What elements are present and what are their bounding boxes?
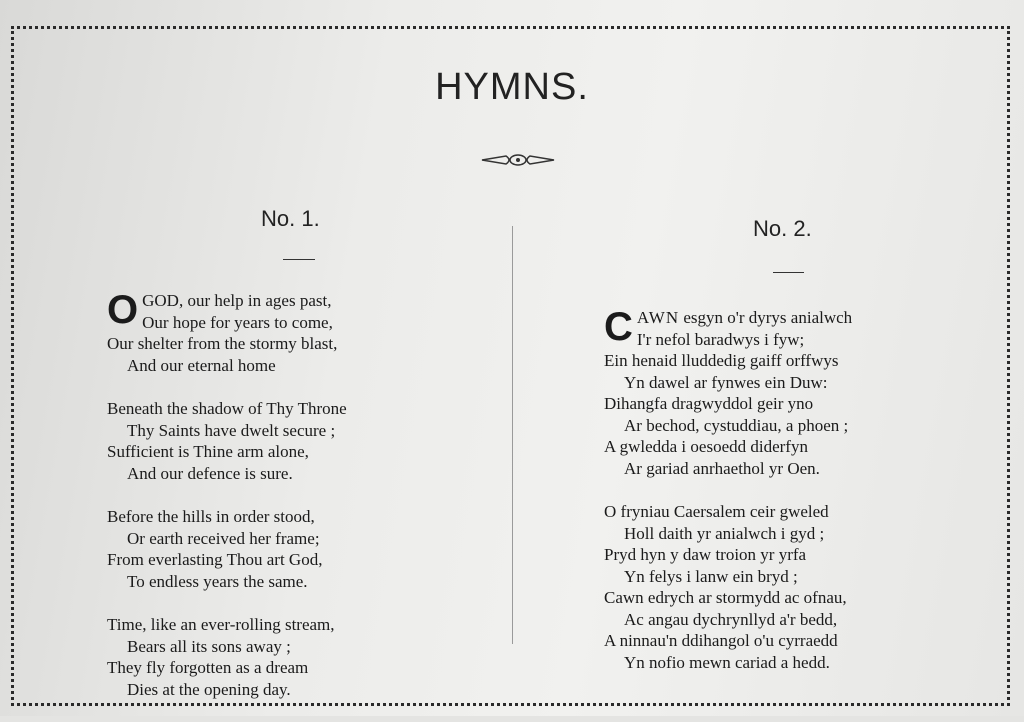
- hymn-1-line: Dies at the opening day.: [127, 679, 291, 699]
- hymn-2-line: I'r nefol baradwys i fyw;: [636, 329, 805, 349]
- hymn-2-line: Ein henaid lluddedig gaiff orffwys: [604, 351, 839, 370]
- hymn-2-number: No. 2.: [753, 216, 812, 241]
- hymn-2-first-rest: esgyn o'r dyrys anialwch: [679, 308, 853, 327]
- page-title: HYMNS.: [435, 66, 589, 108]
- hymn-1-line: Sufficient is Thine arm alone,: [107, 442, 309, 461]
- hymn-1-line: Thy Saints have dwelt secure ;: [127, 420, 336, 440]
- hymn-1-number: No. 1.: [261, 206, 320, 231]
- hymn-2-line: Yn felys i lanw ein bryd ;: [624, 566, 798, 586]
- hymn-2-first-caps: AWN: [636, 308, 680, 327]
- hymn-1-line: Bears all its sons away ;: [127, 636, 291, 656]
- hymn-1-verse-1: [107, 290, 347, 376]
- hymn-1-line: Time, like an ever-rolling stream,: [107, 615, 335, 634]
- hymn-2-line: Cawn edrych ar stormydd ac ofnau,: [604, 588, 847, 607]
- hymn-2-verse-2: [604, 501, 848, 673]
- hymn-2-line: Ar gariad anrhaethol yr Oen.: [624, 458, 820, 478]
- hymn-1-rule: [283, 259, 315, 260]
- hymn-1-line: And our defence is sure.: [127, 463, 293, 483]
- hymn-1-line: And our eternal home: [127, 355, 276, 375]
- hymn-1-first-line: GOD, our help in ages past,: [142, 291, 332, 310]
- hymn-1-line: Before the hills in order stood,: [107, 507, 315, 526]
- hymn-1-verse-2: [107, 398, 347, 484]
- hymn-2-line: Yn dawel ar fynwes ein Duw:: [624, 372, 828, 392]
- hymn-2-line: Ar bechod, cystuddiau, a phoen ;: [624, 415, 849, 435]
- hymn-2-verse-1: [604, 305, 853, 479]
- hymn-2-rule: [773, 272, 804, 273]
- hymn-2-dropcap: C: [604, 305, 633, 349]
- hymn-1-line: Our shelter from the stormy blast,: [107, 334, 338, 353]
- hymn-1-line: From everlasting Thou art God,: [107, 550, 323, 569]
- ornament-divider-icon: [478, 150, 558, 170]
- hymn-1-verse-4: [107, 614, 347, 700]
- hymn-2-line: Ac angau dychrynllyd a'r bedd,: [624, 609, 838, 629]
- hymn-2-line: Yn nofio mewn cariad a hedd.: [624, 652, 830, 672]
- hymn-2-line: O fryniau Caersalem ceir gweled: [604, 502, 829, 521]
- hymn-2-line: A gwledda i oesoedd diderfyn: [604, 437, 808, 456]
- column-divider: [512, 226, 513, 644]
- hymn-1-text: [107, 290, 347, 722]
- hymn-1-dropcap: O: [107, 288, 139, 332]
- hymn-1-line: Our hope for years to come,: [142, 312, 333, 332]
- hymn-1-verse-3: [107, 506, 347, 592]
- hymn-1-line: To endless years the same.: [127, 571, 308, 591]
- hymn-2-first-line: [604, 307, 853, 329]
- hymn-2-text: [604, 305, 853, 695]
- hymn-1-line: Or earth received her frame;: [127, 528, 320, 548]
- hymn-1-line: Beneath the shadow of Thy Throne: [107, 399, 347, 418]
- hymn-2-line: Dihangfa dragwyddol geir yno: [604, 394, 814, 413]
- hymn-2-line: A ninnau'n ddihangol o'u cyrraedd: [604, 631, 838, 650]
- hymn-2-line: Holl daith yr anialwch i gyd ;: [624, 523, 825, 543]
- hymn-2-line: Pryd hyn y daw troion yr yrfa: [604, 545, 807, 564]
- hymn-1-line: They fly forgotten as a dream: [107, 658, 309, 677]
